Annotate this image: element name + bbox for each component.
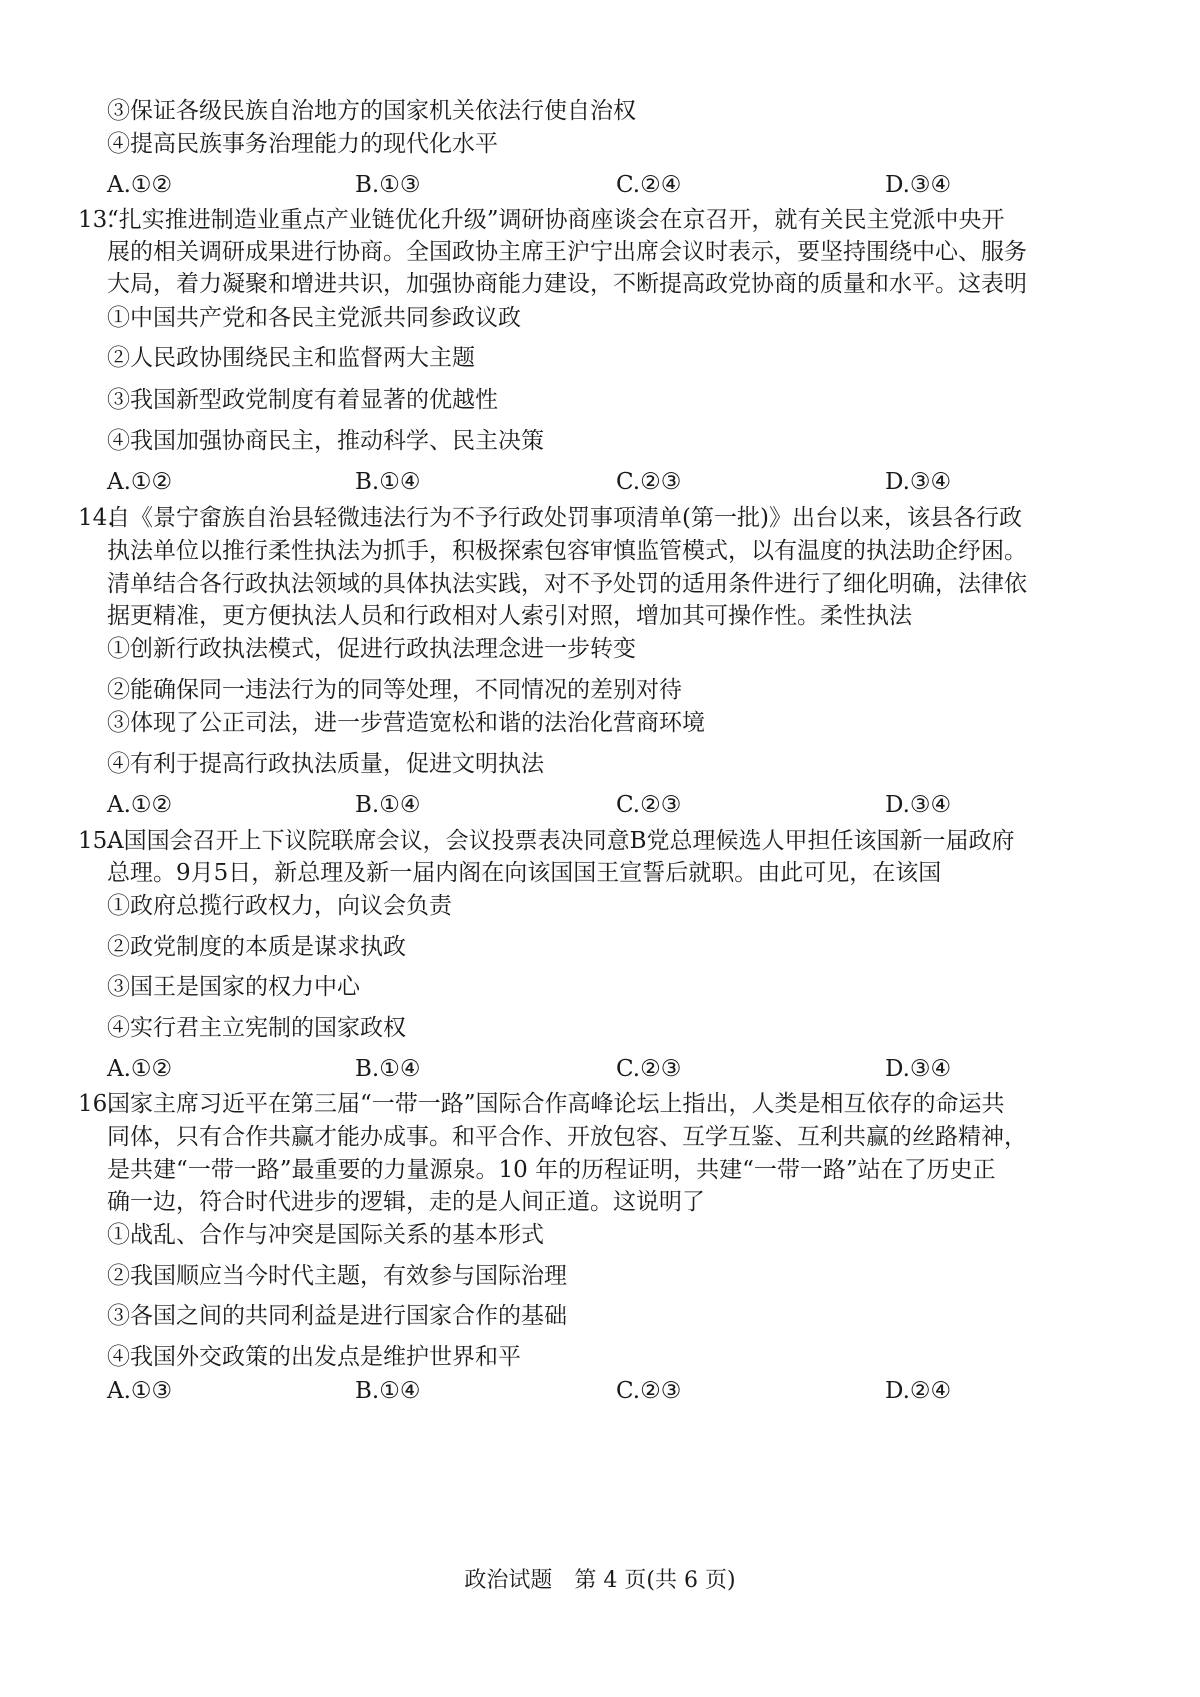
q14-stem-line-2: 执法单位以推行柔性执法为抓手，积极探索包容审慎监管模式，以有温度的执法助企纾困。 (107, 538, 1027, 564)
q14-choice-a: A.①② (107, 792, 173, 818)
q16-option-3: ③各国之间的共同利益是进行国家合作的基础 (107, 1303, 567, 1329)
page-footer: 政治试题 第 4 页(共 6 页) (464, 1568, 736, 1593)
q12-option-4: ④提高民族事务治理能力的现代化水平 (107, 131, 498, 157)
q16-choice-c: C.②③ (616, 1378, 682, 1404)
q15-option-2: ②政党制度的本质是谋求执政 (107, 934, 406, 960)
q16-stem-line-3: 是共建“一带一路”最重要的力量源泉。10 年的历程证明，共建“一带一路”站在了历史正 (107, 1157, 996, 1183)
q15-choice-b: B.①④ (355, 1056, 421, 1082)
q12-choice-b: B.①③ (355, 172, 421, 198)
q16-choice-a: A.①③ (107, 1378, 173, 1404)
q15-choice-d: D.③④ (885, 1056, 952, 1082)
q14-number: 14. (78, 505, 115, 531)
q14-option-4: ④有利于提高行政执法质量，促进文明执法 (107, 751, 544, 777)
q16-option-2: ②我国顺应当今时代主题，有效参与国际治理 (107, 1263, 567, 1289)
q15-option-1: ①政府总揽行政权力，向议会负责 (107, 893, 452, 919)
q16-option-1: ①战乱、合作与冲突是国际关系的基本形式 (107, 1222, 544, 1248)
q14-choice-d: D.③④ (885, 792, 952, 818)
q14-stem-line-4: 据更精准，更方便执法人员和行政相对人索引对照，增加其可操作性。柔性执法 (107, 603, 912, 629)
q13-number: 13. (78, 207, 115, 233)
q14-choice-c: C.②③ (616, 792, 682, 818)
q13-option-2: ②人民政协围绕民主和监督两大主题 (107, 345, 475, 371)
q15-stem-line-1: A国国会召开上下议院联席会议，会议投票表决同意B党总理候选人甲担任该国新一届政府 (107, 828, 1015, 854)
q16-stem-line-4: 确一边，符合时代进步的逻辑，走的是人间正道。这说明了 (107, 1189, 705, 1215)
q16-choice-b: B.①④ (355, 1378, 421, 1404)
q15-choice-a: A.①② (107, 1056, 173, 1082)
q13-option-4: ④我国加强协商民主，推动科学、民主决策 (107, 428, 544, 454)
q13-stem-line-3: 大局，着力凝聚和增进共识，加强协商能力建设，不断提高政党协商的质量和水平。这表明 (107, 271, 1027, 297)
q12-choice-a: A.①② (107, 172, 173, 198)
q14-option-3: ③体现了公正司法，进一步营造宽松和谐的法治化营商环境 (107, 710, 705, 736)
q13-choice-d: D.③④ (885, 469, 952, 495)
q14-stem-line-1: 自《景宁畲族自治县轻微违法行为不予行政处罚事项清单(第一批)》出台以来，该县各行政 (107, 505, 1022, 531)
q16-number: 16. (78, 1091, 115, 1117)
q16-stem-line-1: 国家主席习近平在第三届“一带一路”国际合作高峰论坛上指出，人类是相互依存的命运共 (107, 1091, 1005, 1117)
q13-stem-line-2: 展的相关调研成果进行协商。全国政协主席王沪宁出席会议时表示，要坚持围绕中心、服务 (107, 239, 1027, 265)
q12-choice-d: D.③④ (885, 172, 952, 198)
q13-choice-a: A.①② (107, 469, 173, 495)
q13-option-1: ①中国共产党和各民主党派共同参政议政 (107, 305, 521, 331)
q14-option-1: ①创新行政执法模式，促进行政执法理念进一步转变 (107, 636, 636, 662)
q15-option-3: ③国王是国家的权力中心 (107, 974, 360, 1000)
q16-choice-d: D.②④ (885, 1378, 952, 1404)
q16-option-4: ④我国外交政策的出发点是维护世界和平 (107, 1344, 521, 1370)
q15-stem-line-2: 总理。9月5日，新总理及新一届内阁在向该国国王宣誓后就职。由此可见，在该国 (107, 860, 942, 886)
q14-option-2: ②能确保同一违法行为的同等处理，不同情况的差别对待 (107, 677, 682, 703)
q14-choice-b: B.①④ (355, 792, 421, 818)
q15-choice-c: C.②③ (616, 1056, 682, 1082)
q13-stem-line-1: “扎实推进制造业重点产业链优化升级”调研协商座谈会在京召开，就有关民主党派中央开 (107, 207, 1005, 233)
q14-stem-line-3: 清单结合各行政执法领域的具体执法实践，对不予处罚的适用条件进行了细化明确，法律依 (107, 571, 1027, 597)
q12-option-3: ③保证各级民族自治地方的国家机关依法行使自治权 (107, 98, 636, 124)
q15-option-4: ④实行君主立宪制的国家政权 (107, 1015, 406, 1041)
q16-stem-line-2: 同体，只有合作共赢才能办成事。和平合作、开放包容、互学互鉴、互利共赢的丝路精神， (107, 1124, 1027, 1150)
q15-number: 15. (78, 828, 115, 854)
q13-choice-c: C.②③ (616, 469, 682, 495)
q13-choice-b: B.①④ (355, 469, 421, 495)
q13-option-3: ③我国新型政党制度有着显著的优越性 (107, 387, 498, 413)
q12-choice-c: C.②④ (616, 172, 682, 198)
